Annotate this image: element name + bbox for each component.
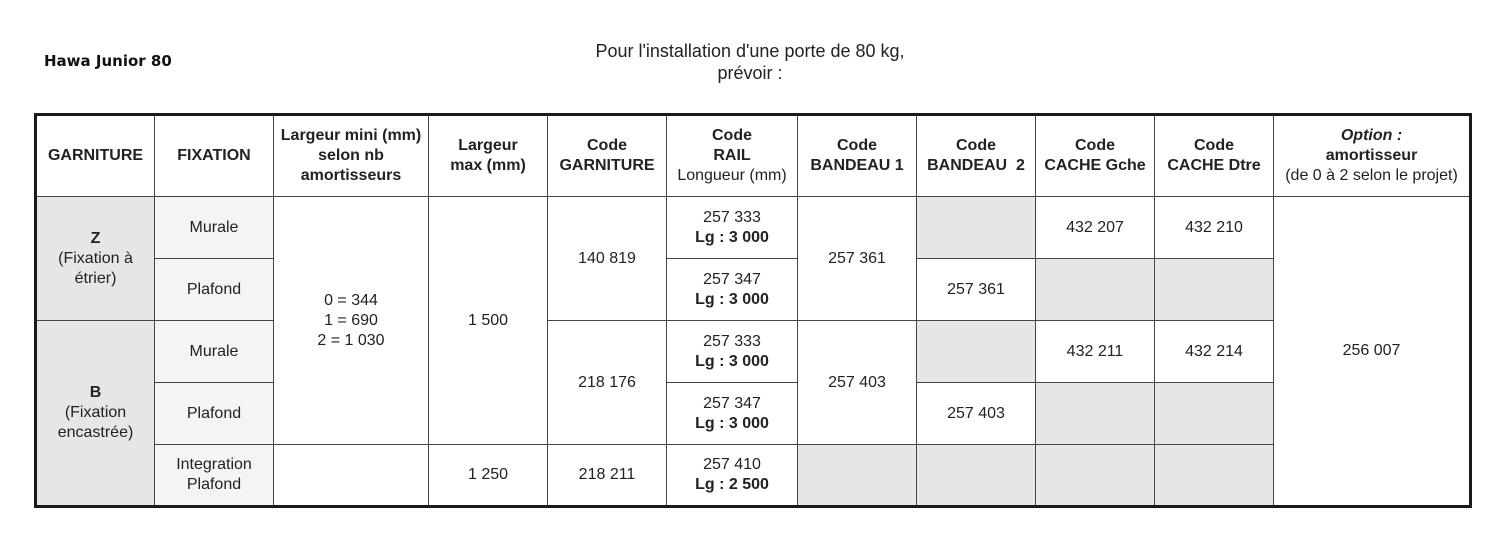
header-largeur-mini	[274, 115, 429, 197]
cache-dtre-cell	[1155, 259, 1274, 321]
header-option-title: Option :	[1340, 127, 1403, 144]
cache-gche-cell: 432 207	[1036, 197, 1155, 259]
fixation-line-1: Integration	[176, 456, 252, 473]
bandeau-2-cell: 257 361	[917, 259, 1036, 321]
cache-dtre-cell: 432 214	[1155, 321, 1274, 383]
header-largeur-mini-l2: selon nb	[318, 147, 384, 164]
header-code-cache-gche-l2: CACHE Gche	[1044, 157, 1146, 174]
intro-text	[500, 40, 1000, 84]
header-option-sub: (de 0 à 2 selon le projet)	[1285, 167, 1458, 184]
header-code-bandeau-2-l2: BANDEAU 2	[927, 157, 1025, 174]
header-code-cache-gche-l1: Code	[1075, 137, 1115, 154]
fixation-cell: Plafond	[155, 383, 274, 445]
header-option-name: amortisseur	[1325, 147, 1418, 164]
header-code-rail-l2: RAIL	[713, 147, 751, 164]
rail-code: 257 410	[703, 456, 761, 473]
header-code-bandeau-1-l2: BANDEAU 1	[810, 157, 904, 174]
header-code-rail-sub: Longueur (mm)	[677, 167, 787, 184]
header-code-garniture	[548, 115, 667, 197]
header-largeur-max	[429, 115, 548, 197]
largeur-max-integration-cell: 1 250	[429, 445, 548, 507]
header-code-rail-l1: Code	[712, 127, 752, 144]
rail-cell	[667, 321, 798, 383]
bandeau-2-cell	[917, 197, 1036, 259]
header-code-cache-dtre-l1: Code	[1194, 137, 1234, 154]
rail-length: Lg : 3 000	[695, 352, 769, 370]
fixation-cell: Murale	[155, 197, 274, 259]
table-row	[36, 197, 1471, 259]
fixation-cell: Murale	[155, 321, 274, 383]
header-largeur-mini-l1: Largeur mini (mm)	[280, 127, 422, 144]
code-garniture-b-cell: 218 176	[548, 321, 667, 445]
header-option	[1274, 115, 1471, 197]
header-code-garniture-l1: Code	[587, 137, 627, 154]
header-code-garniture-l2: GARNITURE	[559, 157, 655, 174]
group-b-letter: B	[89, 384, 102, 401]
document-title: Hawa Junior 80	[44, 52, 172, 70]
rail-code: 257 333	[703, 208, 761, 226]
intro-line-2: prévoir :	[717, 63, 783, 83]
cache-dtre-cell	[1155, 383, 1274, 445]
group-z-desc-1: (Fixation à	[58, 249, 133, 267]
fixation-cell	[155, 445, 274, 507]
largeur-mini-2: 2 = 1 030	[317, 331, 385, 349]
largeur-mini-1: 1 = 690	[324, 311, 378, 329]
header-code-cache-dtre-l2: CACHE Dtre	[1167, 157, 1261, 174]
table-row	[36, 445, 1471, 507]
group-b-desc-1: (Fixation	[64, 404, 127, 421]
code-garniture-integration-cell: 218 211	[548, 445, 667, 507]
group-b-desc-2: encastrée)	[57, 424, 134, 441]
rail-length: Lg : 3 000	[695, 228, 769, 246]
rail-length: Lg : 2 500	[695, 476, 769, 493]
header-code-bandeau-1-l1: Code	[837, 137, 877, 154]
header-code-bandeau-2-l1: Code	[956, 137, 996, 154]
specification-table	[34, 113, 1472, 508]
bandeau-1-empty-cell	[798, 445, 917, 507]
rail-code: 257 347	[703, 394, 761, 412]
rail-cell	[667, 197, 798, 259]
header-code-rail	[667, 115, 798, 197]
rail-cell	[667, 383, 798, 445]
table-row	[36, 259, 1471, 321]
bandeau-1-b-cell: 257 403	[798, 321, 917, 445]
rail-code: 257 347	[703, 270, 761, 288]
fixation-cell: Plafond	[155, 259, 274, 321]
cache-gche-empty-cell	[1036, 445, 1155, 507]
bandeau-2-empty-cell	[917, 445, 1036, 507]
header-fixation: FIXATION	[155, 115, 274, 197]
fixation-line-2: Plafond	[186, 476, 242, 493]
largeur-mini-empty-cell	[274, 445, 429, 507]
group-z-letter: Z	[90, 229, 101, 247]
bandeau-1-z-cell: 257 361	[798, 197, 917, 321]
table-row	[36, 383, 1471, 445]
group-b-cell	[36, 321, 155, 507]
group-z-cell	[36, 197, 155, 321]
largeur-mini-cell	[274, 197, 429, 445]
header-largeur-mini-l3: amortisseurs	[300, 167, 402, 184]
largeur-max-cell: 1 500	[429, 197, 548, 445]
cache-dtre-cell: 432 210	[1155, 197, 1274, 259]
header-garniture: GARNITURE	[36, 115, 155, 197]
cache-dtre-empty-cell	[1155, 445, 1274, 507]
intro-line-1: Pour l'installation d'une porte de 80 kg,	[595, 41, 905, 61]
code-garniture-z-cell: 140 819	[548, 197, 667, 321]
cache-gche-cell	[1036, 259, 1155, 321]
header-code-cache-dtre	[1155, 115, 1274, 197]
rail-cell	[667, 259, 798, 321]
cache-gche-cell	[1036, 383, 1155, 445]
table-row	[36, 321, 1471, 383]
group-z-desc-2: étrier)	[74, 269, 117, 287]
bandeau-2-cell	[917, 321, 1036, 383]
rail-length: Lg : 3 000	[695, 290, 769, 308]
rail-length: Lg : 3 000	[695, 414, 769, 432]
header-code-bandeau-1	[798, 115, 917, 197]
cache-gche-cell: 432 211	[1036, 321, 1155, 383]
header-code-bandeau-2	[917, 115, 1036, 197]
bandeau-2-cell: 257 403	[917, 383, 1036, 445]
rail-cell	[667, 445, 798, 507]
header-largeur-max-l2: max (mm)	[450, 157, 526, 174]
largeur-mini-0: 0 = 344	[324, 291, 378, 309]
header-code-cache-gche	[1036, 115, 1155, 197]
header-largeur-max-l1: Largeur	[458, 137, 518, 154]
option-code-cell: 256 007	[1274, 197, 1471, 507]
rail-code: 257 333	[703, 332, 761, 350]
